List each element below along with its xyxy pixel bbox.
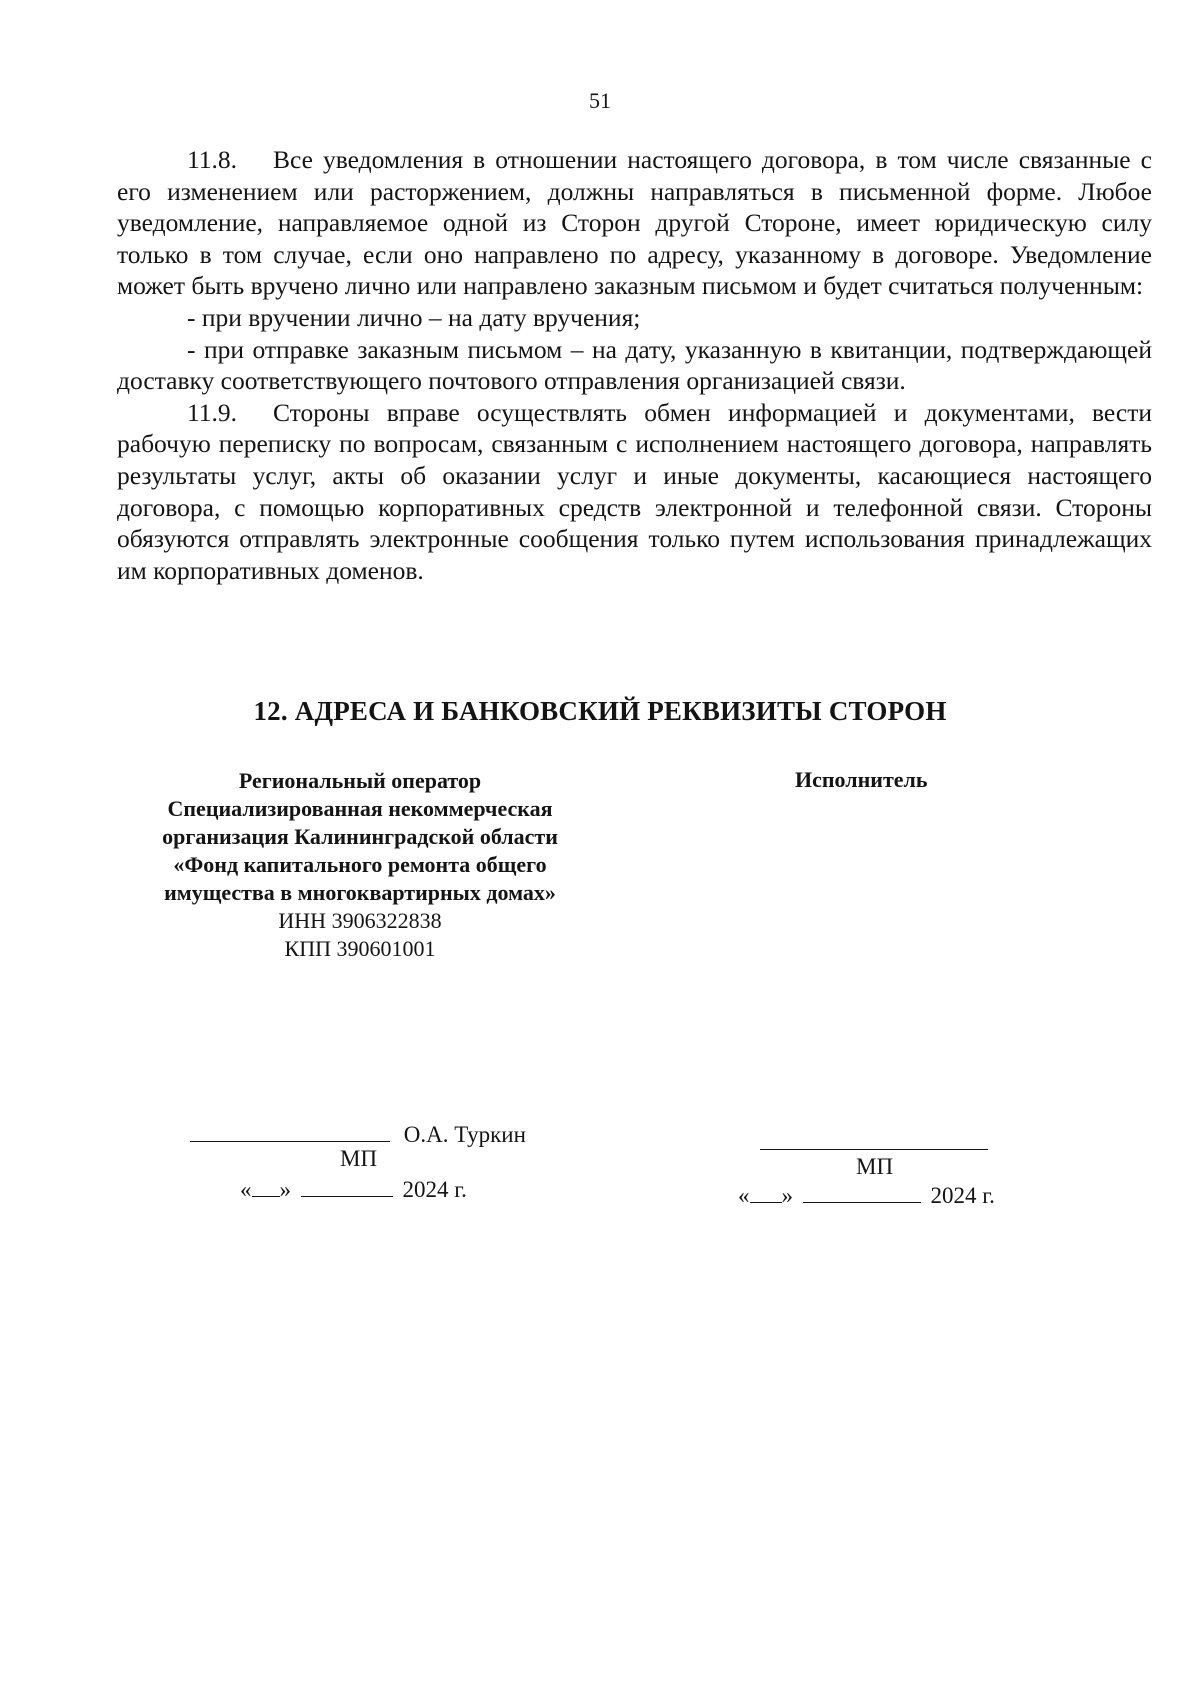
section-heading: 12. АДРЕСА И БАНКОВСКИЙ РЕКВИЗИТЫ СТОРОН (253, 696, 947, 726)
stamp-label-left: МП (340, 1146, 378, 1171)
paragraph-text: Стороны вправе осуществлять обмен информацией и документами, вести рабочую переписку по вопросам, связанным с исполнением настоящего договора, направлять результаты услуг, акты об оказании услуг и иные документы, касающиеся настоящего договора, с помощью корпоративных средств электронной и телефонной связи. Стороны обязуются отправлять электронные сообщения только путем использования принадлежащих им корпоративных доменов. (117, 397, 1152, 585)
party-contractor: Исполнитель (795, 767, 928, 792)
paragraph-11-9 (117, 397, 1152, 587)
party-name-line: Специализированная некоммерческая (167, 796, 553, 821)
date-year: 2024 г. (402, 1177, 467, 1202)
paragraph-number: 11.9. (187, 397, 238, 427)
party-name-line: имущества в многоквартирных домах» (164, 880, 556, 905)
month-blank (301, 1195, 393, 1197)
date-year: 2024 г. (930, 1183, 995, 1208)
paragraph-11-8 (117, 144, 1152, 302)
signatory-name: О.А. Туркин (403, 1122, 526, 1147)
date-quote-close: » (279, 1177, 291, 1202)
signature-blank (190, 1140, 390, 1142)
bullet-personal-delivery: - при вручении лично – на дату вручения; (187, 302, 641, 332)
bullet-registered-mail: - при отправке заказным письмом – на дату, указанную в квитанции, подтверждающей доставку соответствующего почтового отправления организацией связи. (117, 334, 1152, 396)
signature-line-left (190, 1122, 526, 1148)
date-quote-close: » (781, 1183, 793, 1208)
party-name-line: организация Калининградской области (162, 824, 558, 849)
date-line-right (738, 1183, 995, 1209)
paragraph-number: 11.8. (187, 145, 238, 174)
party-kpp: КПП 390601001 (284, 936, 436, 961)
party-name-line: «Фонд капитального ремонта общего (173, 852, 547, 877)
paragraph-text: Все уведомления в отношении настоящего договора, в том числе связанные с его изменением или расторжением, должны направляться в письменной форме. Любое уведомление, направляемое одной из Сторон другой Стороне, имеет юридическую силу только в том случае, если оно направлено по адресу, указанному в договоре. Уведомление может быть вручено лично или направлено заказным письмом и будет считаться полученным: (117, 145, 1152, 301)
contract-body (117, 144, 1152, 586)
signature-line-right (760, 1130, 988, 1156)
page-number: 51 (589, 88, 611, 113)
date-quote-open: « (240, 1177, 252, 1202)
day-blank (252, 1195, 280, 1197)
date-quote-open: « (738, 1183, 750, 1208)
party-role: Региональный оператор (238, 768, 482, 793)
party-regional-operator (120, 767, 600, 963)
date-line-left (240, 1177, 467, 1203)
stamp-label-right: МП (856, 1154, 894, 1179)
day-blank (750, 1201, 782, 1203)
month-blank (803, 1201, 921, 1203)
party-inn: ИНН 3906322838 (278, 908, 442, 933)
signature-blank (760, 1148, 988, 1150)
